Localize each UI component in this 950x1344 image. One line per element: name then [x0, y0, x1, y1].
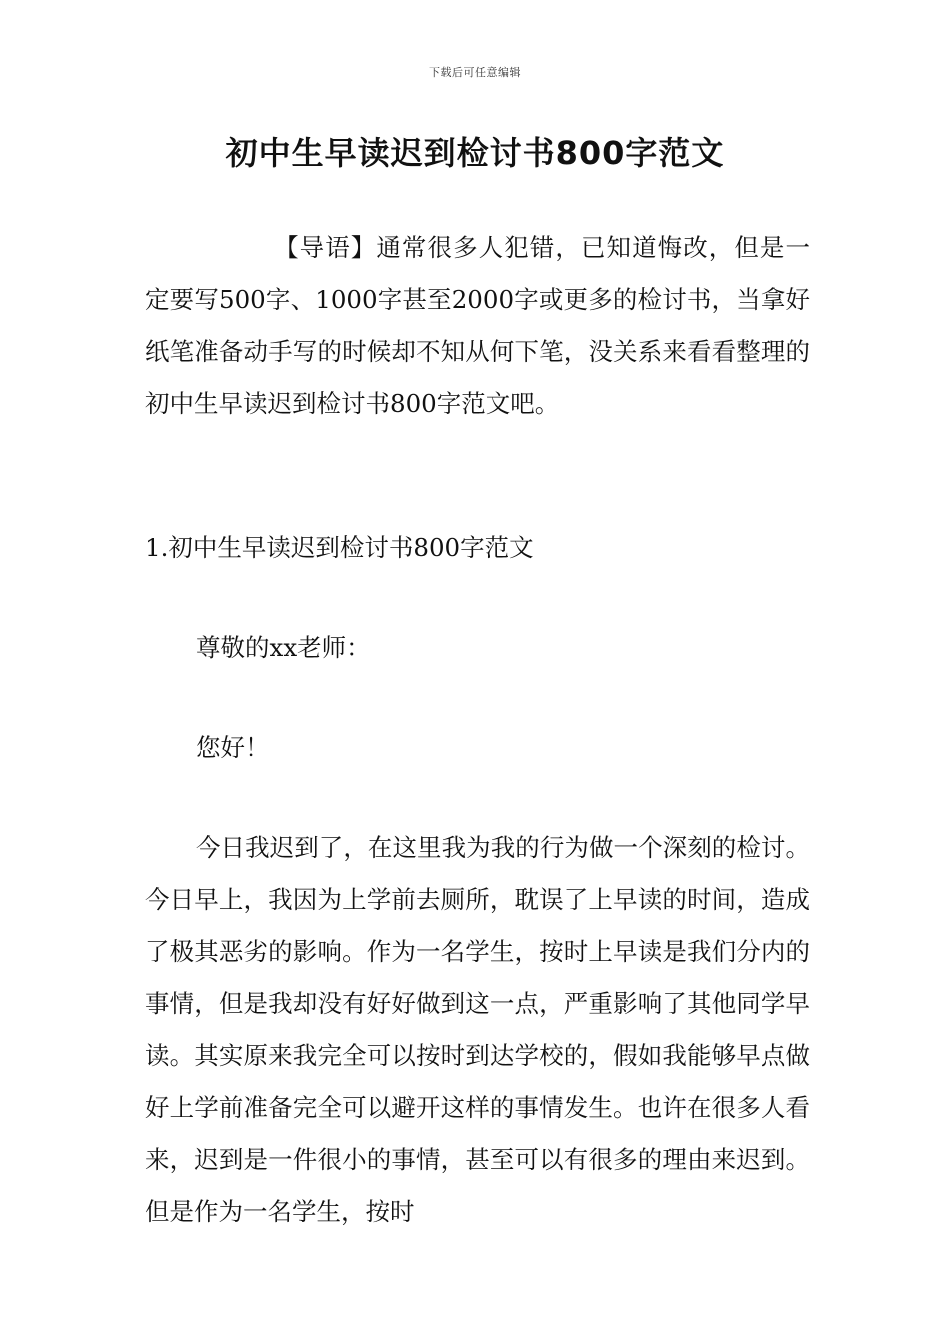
- body-paragraph: 今日我迟到了，在这里我为我的行为做一个深刻的检讨。今日早上，我因为上学前去厕所，耽误了上早读的时间，造成了极其恶劣的影响。作为一名学生，按时上早读是我们分内的事情，但是我却没有好好做到这一点，严重影响了其他同学早读。其实原来我完全可以按时到达学校的，假如我能够早点做好上学前准备完全可以避开这样的事情发生。也许在很多人看来，迟到是一件很小的事情，甚至可以有很多的理由来迟到。但是作为一名学生，按时: [145, 833, 810, 1226]
- intro-paragraph: [145, 222, 810, 430]
- intro-text: 【导语】通常很多人犯错，已知道悔改，但是一定要写500字、1000字甚至2000字或更多的检讨书，当拿好纸笔准备动手写的时候却不知从何下笔，没关系来看看整理的初中生早读迟到检讨书800字范文吧。: [145, 233, 810, 418]
- document-title: 初中生早读迟到检讨书800字范文: [225, 134, 725, 172]
- section-heading: 1.初中生早读迟到检讨书800字范文: [145, 533, 534, 562]
- header-note: 下载后可任意编辑: [429, 66, 521, 79]
- salutation: 尊敬的xx老师：: [196, 633, 371, 662]
- greeting: 您好！: [196, 733, 270, 762]
